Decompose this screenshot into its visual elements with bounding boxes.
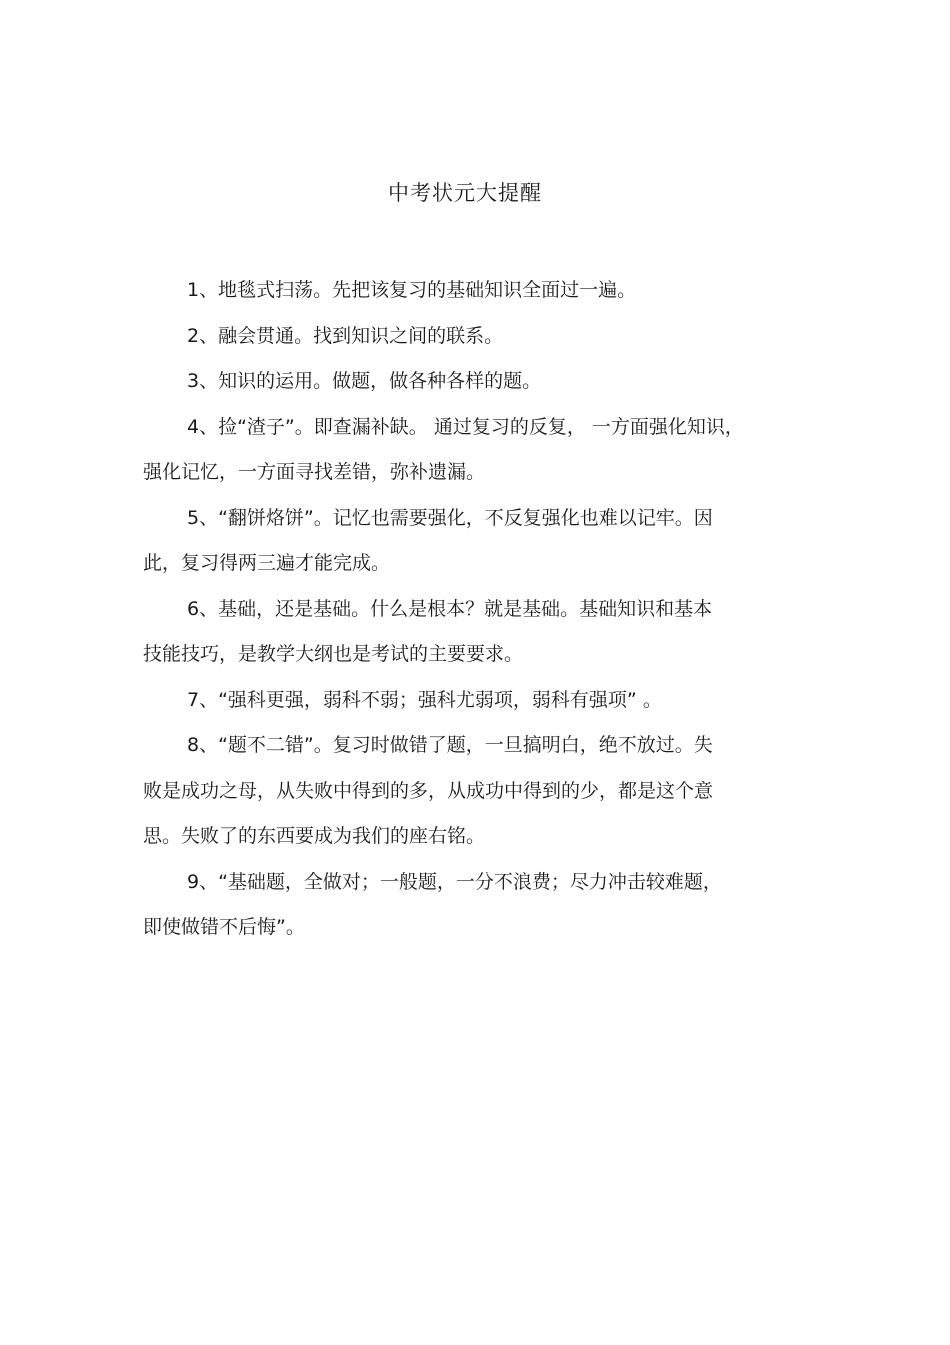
paragraph-4: [143, 405, 805, 496]
document-body: [143, 268, 805, 951]
paragraph-line: 败是成功之母，从失败中得到的多，从成功中得到的少，都是这个意: [143, 779, 714, 802]
paragraph-1: [143, 268, 805, 314]
paragraph-2: [143, 314, 805, 360]
paragraph-line: 8、“题不二错”。复习时做错了题，一旦搞明白，绝不放过。失: [187, 734, 713, 756]
paragraph-line: 3、知识的运用。做题，做各种各样的题。: [187, 370, 542, 392]
paragraph-7: [143, 678, 805, 724]
paragraph-3: [143, 359, 805, 405]
paragraph-line: 1、地毯式扫荡。先把该复习的基础知识全面过一遍。: [187, 279, 637, 301]
paragraph-5: [143, 496, 805, 587]
document-title: 中考状元大提醒: [388, 181, 542, 205]
paragraph-line: 强化记忆，一方面寻找差错，弥补遗漏。: [143, 461, 486, 483]
paragraph-line: 4、捡“渣子”。即查漏补缺。 通过复习的反复， 一方面强化知识，: [187, 415, 744, 438]
paragraph-8: [143, 723, 805, 860]
paragraph-line: 9、“基础题，全做对；一般题，一分不浪费；尽力冲击较难题，: [187, 870, 722, 893]
paragraph-6: [143, 587, 805, 678]
paragraph-line: 思。失败了的东西要成为我们的座右铭。: [143, 825, 486, 847]
paragraph-line: 2、融会贯通。找到知识之间的联系。: [187, 324, 504, 347]
paragraph-line: 7、“强科更强，弱科不弱；强科尤弱项，弱科有强项” 。: [187, 688, 662, 711]
paragraph-9: [143, 860, 805, 951]
paragraph-line: 6、基础，还是基础。什么是根本？就是基础。基础知识和基本: [187, 597, 713, 620]
paragraph-line: 技能技巧，是教学大纲也是考试的主要要求。: [143, 643, 524, 665]
paragraph-line: 此，复习得两三遍才能完成。: [143, 552, 391, 574]
paragraph-line: 5、“翻饼烙饼”。记忆也需要强化，不反复强化也难以记牢。因: [187, 506, 713, 529]
paragraph-line: 即使做错不后悔”。: [143, 916, 305, 938]
